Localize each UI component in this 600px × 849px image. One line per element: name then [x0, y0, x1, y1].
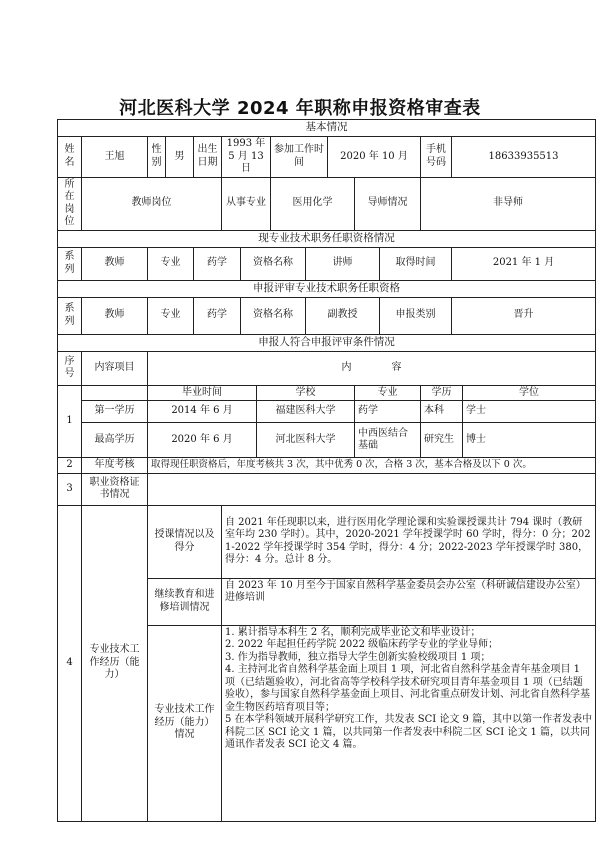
edu-highest-major: 中西医结合基础	[355, 423, 421, 458]
experience-item: 2. 2022 年起担任药学院 2022 级临床药学专业的学业导师；	[225, 639, 499, 650]
training-label: 继续教育和进修培训情况	[148, 578, 222, 625]
apply-qual-value: 副教授	[306, 297, 380, 334]
certificate-label: 职业资格证书情况	[82, 473, 148, 505]
tutor-label: 导师情况	[355, 177, 421, 230]
annual-review-text: 取得现任职资格后，年度考核共 3 次，其中优秀 0 次，合格 3 次，基本合格及以下 0 次。	[148, 458, 596, 474]
current-prof-value: 药学	[194, 247, 241, 280]
row-number-1: 1	[58, 385, 82, 458]
certificate-text	[148, 473, 596, 505]
edu-first-label: 第一学历	[82, 401, 148, 423]
apply-prof-label: 专业	[148, 297, 194, 334]
current-qual-label: 资格名称	[241, 247, 306, 280]
section-apply-header: 申报评审专业技术职务任职资格	[58, 280, 596, 297]
work-start-label: 参加工作时间	[271, 137, 328, 178]
experience-list	[222, 625, 596, 821]
work-experience-label: 专业技术工作经历（能力）	[82, 505, 148, 821]
post-label: 所在岗位	[58, 177, 82, 230]
training-text: 自 2023 年 10 月至今于国家自然科学基金委员会办公室（科研诚信建设办公室）进修培训	[222, 578, 596, 625]
phone-label: 手机号码	[421, 137, 452, 178]
edu-col-time: 毕业时间	[148, 385, 257, 401]
edu-highest-school: 河北医科大学	[257, 423, 355, 458]
section-current-header: 现专业技术职务任职资格情况	[58, 230, 596, 247]
name-value: 王旭	[82, 137, 148, 178]
current-qual-value: 讲师	[306, 247, 380, 280]
birth-value: 1993 年 5 月 13 日	[222, 137, 271, 178]
teaching-text: 自 2021 年任现职以来，进行医用化学理论课和实验课授课共计 794 课时（教研室年均 230 学时）。其中，2020-2021 学年授课学时 60 学时，得分：0 分；2021-2022 学年授课学时 354 学时，得分：4 分；2022-2023 学年授课学时 380，得分：4 分。总计 8 分。	[222, 505, 596, 578]
current-prof-label: 专业	[148, 247, 194, 280]
edu-col-degree: 学位	[463, 385, 596, 401]
birth-label: 出生日期	[194, 137, 222, 178]
section-conditions-header: 申报人符合申报评审条件情况	[58, 334, 596, 351]
annual-review-label: 年度考核	[82, 458, 148, 474]
edu-first-level: 本科	[421, 401, 463, 423]
current-series-label: 系列	[58, 247, 82, 280]
apply-type-label: 申报类别	[380, 297, 452, 334]
major-label: 从事专业	[222, 177, 271, 230]
row-number-2: 2	[58, 458, 82, 474]
edu-highest-time: 2020 年 6 月	[148, 423, 257, 458]
col-content-header: 内 容	[148, 351, 596, 385]
qualification-form-table	[57, 119, 596, 822]
form-title: 河北医科大学 2024 年职称申报资格审查表	[119, 98, 481, 119]
col-number-header: 序号	[58, 351, 82, 385]
experience-item: 4. 主持河北省自然科学基金面上项目 1 项，河北省自然科学基金青年基金项目 1 项（已结题验收），河北省高等学校科学技术研究项目青年基金项目 1 项（已结题验收），参与国家自然科学基金面上项目、河北省重点研发计划、河北省自然科学基金生物医药培育项目等；	[225, 664, 590, 713]
teaching-label: 授课情况以及得分	[148, 505, 222, 578]
edu-first-degree: 学士	[463, 401, 596, 423]
name-label: 姓名	[58, 137, 82, 178]
apply-type-value: 晋升	[452, 297, 596, 334]
current-series-value: 教师	[82, 247, 148, 280]
apply-prof-value: 药学	[194, 297, 241, 334]
edu-highest-level: 研究生	[421, 423, 463, 458]
experience-item: 3. 作为指导教师，独立指导大学生创新实验校级项目 1 项；	[225, 651, 491, 663]
gender-value: 男	[166, 137, 194, 178]
edu-first-school: 福建医科大学	[257, 401, 355, 423]
edu-highest-label: 最高学历	[82, 423, 148, 458]
edu-first-major: 药学	[355, 401, 421, 423]
apply-series-value: 教师	[82, 297, 148, 334]
col-item-header: 内容项目	[82, 351, 148, 385]
edu-col-major: 专业	[355, 385, 421, 401]
experience-label: 专业技术工作经历（能力）情况	[148, 625, 222, 821]
gender-label: 性别	[148, 137, 166, 178]
experience-item: 5 在本学科领域开展科学研究工作，共发表 SCI 论文 9 篇，其中以第一作者发表中科院二区 SCI 论文 1 篇，以共同第一作者发表中科院二区 SCI 论文 1 篇，以共同通讯作者发表 SCI 论文 4 篇。	[225, 714, 593, 750]
experience-item: 1. 累计指导本科生 2 名，顺利完成毕业论文和毕业设计；	[225, 626, 481, 638]
section-basic-header: 基本情况	[58, 120, 596, 137]
phone-value: 18633935513	[452, 137, 596, 178]
row-number-3: 3	[58, 473, 82, 505]
edu-col-school: 学校	[257, 385, 355, 401]
edu-highest-degree: 博士	[463, 423, 596, 458]
tutor-value: 非导师	[421, 177, 596, 230]
edu-blank-header	[82, 385, 148, 401]
current-date-label: 取得时间	[380, 247, 452, 280]
post-value: 教师岗位	[82, 177, 222, 230]
current-date-value: 2021 年 1 月	[452, 247, 596, 280]
apply-series-label: 系列	[58, 297, 82, 334]
work-start-value: 2020 年 10 月	[328, 137, 421, 178]
edu-first-time: 2014 年 6 月	[148, 401, 257, 423]
apply-qual-label: 资格名称	[241, 297, 306, 334]
row-number-4: 4	[58, 505, 82, 821]
major-value: 医用化学	[271, 177, 355, 230]
edu-col-level: 学历	[421, 385, 463, 401]
